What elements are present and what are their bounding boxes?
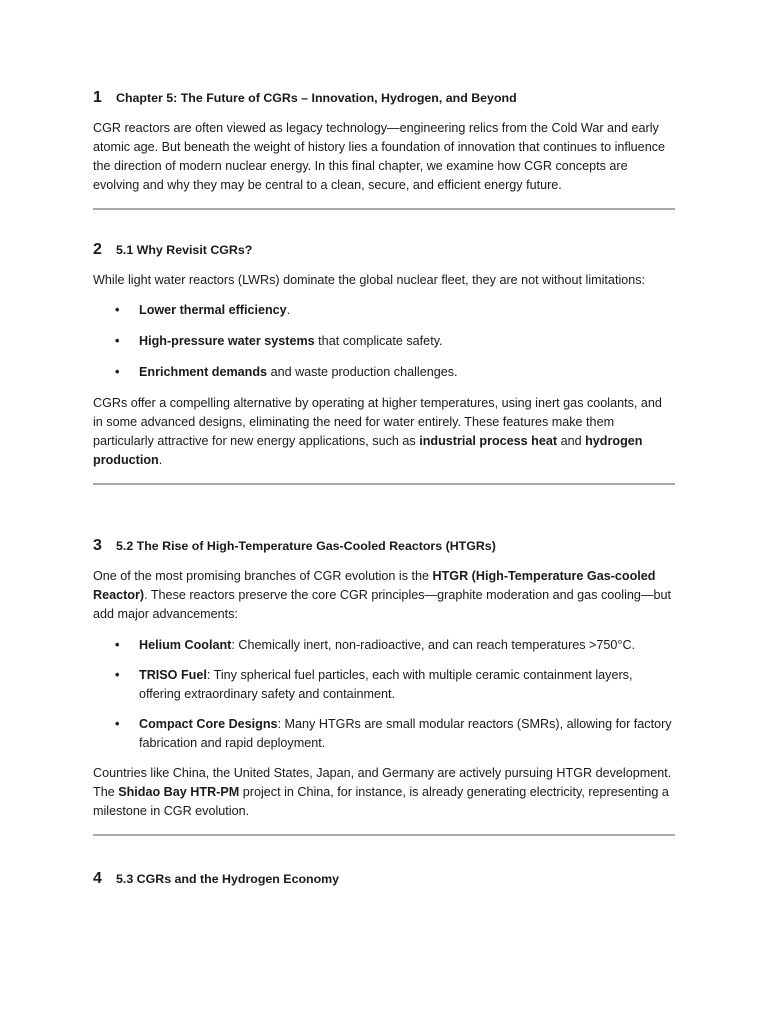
- section-heading: [93, 537, 675, 555]
- bullet-icon: •: [115, 365, 120, 379]
- bullet-icon: •: [115, 303, 120, 317]
- section-number: 2: [93, 241, 102, 258]
- section-outro-paragraph: [93, 394, 675, 470]
- list-item-term: TRISO Fuel: [139, 668, 207, 682]
- section-rise-of-htgrs: [93, 537, 675, 836]
- text-run: project in China, for instance, is already generating electricity, representing a milestone in CGR evolution.: [93, 785, 669, 818]
- text-run: Countries like China, the United States, Japan, and Germany are actively pursuing HTGR development. The: [93, 766, 672, 799]
- bullet-icon: •: [115, 638, 120, 652]
- text-run: and: [557, 434, 586, 448]
- section-title: 5.2 The Rise of High-Temperature Gas-Cooled Reactors (HTGRs): [116, 539, 496, 553]
- section-title: 5.1 Why Revisit CGRs?: [116, 243, 253, 257]
- bold-run: hydrogen production: [93, 434, 643, 467]
- bullet-icon: •: [115, 334, 120, 348]
- section-divider: [93, 834, 675, 836]
- list-item: [93, 363, 675, 382]
- list-item: [93, 666, 675, 704]
- text-run: . These reactors preserve the core CGR principles—graphite moderation and gas cooling—but add major advancements:: [93, 588, 671, 621]
- text-run: One of the most promising branches of CGR evolution is the: [93, 569, 433, 583]
- section-title: 5.3 CGRs and the Hydrogen Economy: [116, 872, 340, 886]
- list-item-term: Lower thermal efficiency: [139, 303, 287, 317]
- section-heading: [93, 89, 675, 107]
- section-why-revisit-cgrs: [93, 241, 675, 485]
- list-item-text: : Many HTGRs are small modular reactors (SMRs), allowing for factory fabrication and rapid deployment.: [139, 717, 672, 750]
- bold-run: Shidao Bay HTR-PM: [118, 785, 240, 799]
- section-chapter-5: [93, 86, 675, 210]
- list-item-term: High-pressure water systems: [139, 334, 315, 348]
- text-run: CGRs offer a compelling alternative by operating at higher temperatures, using inert gas coolants, and in some advanced designs, eliminating the need for water entirely. These features make them particularly attractive for new energy applications, such as: [93, 396, 662, 448]
- section-number: 3: [93, 537, 102, 554]
- section-hydrogen-economy: [93, 870, 675, 888]
- list-item-text: that complicate safety.: [314, 334, 443, 348]
- section-heading: [93, 241, 675, 259]
- list-item-term: Enrichment demands: [139, 365, 268, 379]
- bullet-icon: •: [115, 717, 120, 731]
- section-intro-paragraph: [93, 567, 675, 624]
- list-item-text: : Chemically inert, non-radioactive, and can reach temperatures >750°C.: [231, 638, 636, 652]
- list-item-text: : Tiny spherical fuel particles, each with multiple ceramic containment layers, offering extraordinary safety and containment.: [139, 668, 633, 701]
- bullet-list: [93, 301, 675, 382]
- list-item: [93, 332, 675, 351]
- bullet-list: [93, 636, 675, 753]
- section-number: 1: [93, 89, 102, 106]
- section-outro-paragraph: [93, 764, 675, 821]
- list-item-term: Helium Coolant: [139, 638, 232, 652]
- bold-run: industrial process heat: [419, 434, 558, 448]
- section-divider: [93, 208, 675, 210]
- section-paragraph: CGR reactors are often viewed as legacy technology—engineering relics from the Cold War and early atomic age. But beneath the weight of history lies a foundation of innovation that continues to influence the direction of modern nuclear energy. In this final chapter, we examine how CGR concepts are evolving and why they may be central to a clean, secure, and efficient energy future.: [93, 121, 665, 192]
- list-item-text: .: [286, 303, 291, 317]
- list-item: [93, 301, 675, 320]
- section-divider: [93, 483, 675, 485]
- list-item-term: Compact Core Designs: [139, 717, 278, 731]
- text-run: .: [158, 453, 163, 467]
- list-item: [93, 715, 675, 753]
- list-item-text: and waste production challenges.: [267, 365, 458, 379]
- bold-run: HTGR (High-Temperature Gas-cooled Reactor): [93, 569, 656, 602]
- list-item: [93, 636, 675, 655]
- section-title: Chapter 5: The Future of CGRs – Innovation, Hydrogen, and Beyond: [116, 91, 517, 105]
- section-intro-paragraph: While light water reactors (LWRs) dominate the global nuclear fleet, they are not without limitations:: [93, 273, 646, 287]
- bullet-icon: •: [115, 668, 120, 682]
- section-heading: [93, 870, 675, 888]
- section-number: 4: [93, 870, 102, 887]
